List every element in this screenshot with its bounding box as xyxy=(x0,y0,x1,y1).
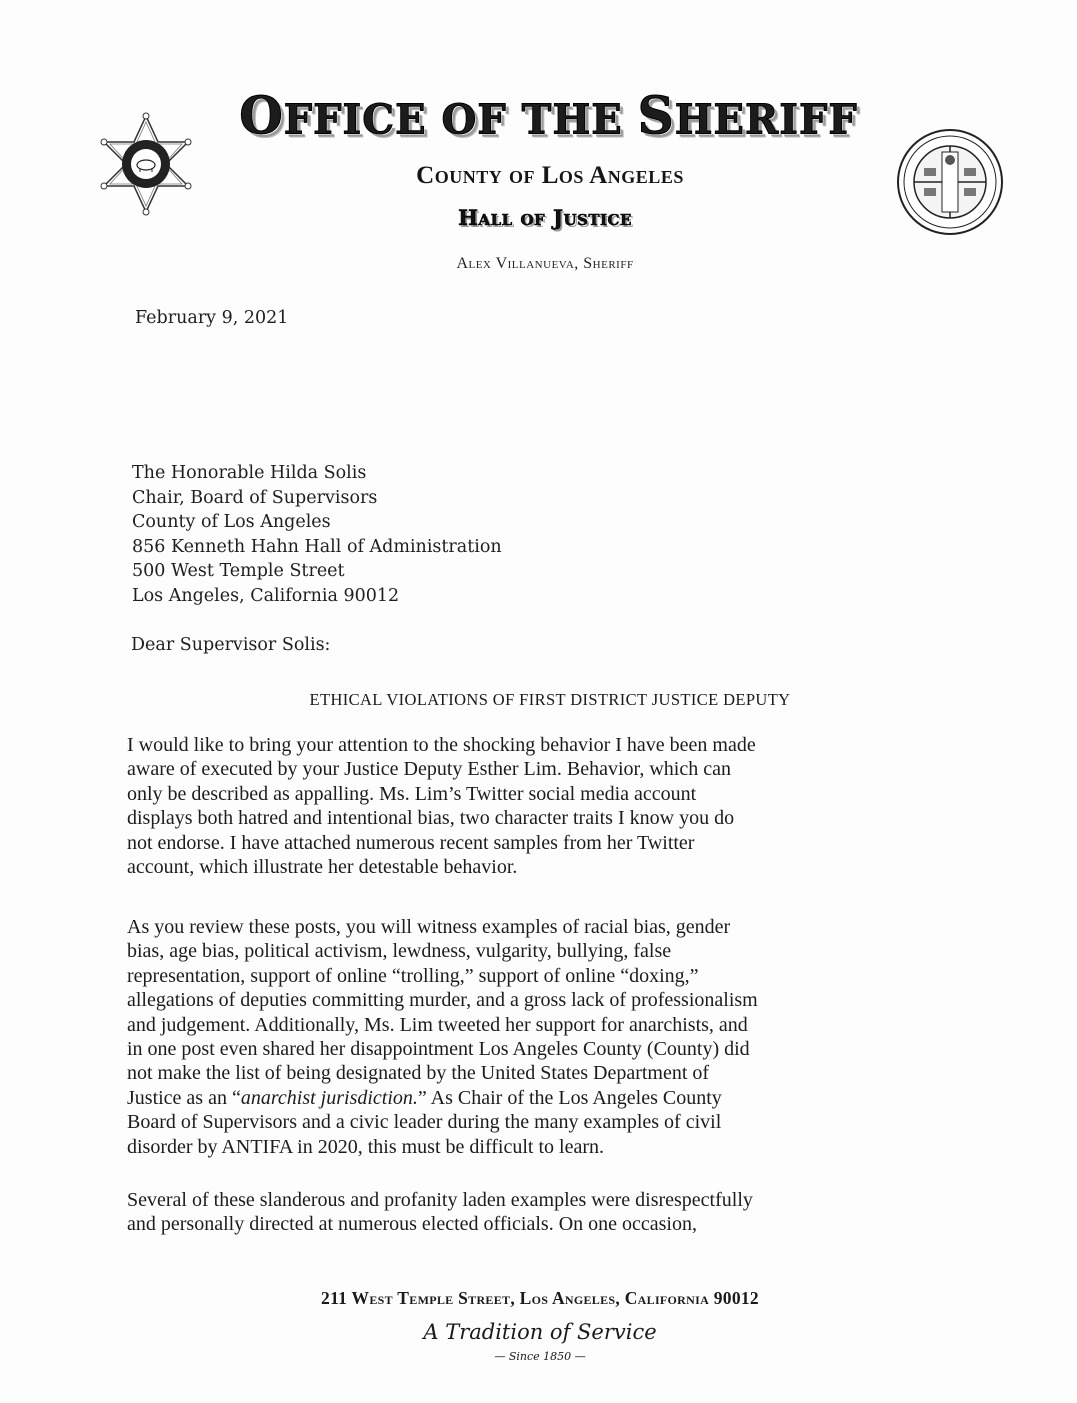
paragraph-3 xyxy=(127,1188,957,1237)
footer-address: 211 West Temple Street, Los Angeles, California 90012 xyxy=(321,1288,759,1308)
text-line: in one post even shared her disappointment Los Angeles County (County) did xyxy=(127,1038,750,1061)
address-line: The Honorable Hilda Solis xyxy=(132,463,367,483)
letter-date: February 9, 2021 xyxy=(135,308,289,328)
text-line: Several of these slanderous and profanity laden examples were disrespectfully xyxy=(127,1189,753,1211)
italic-quote: anarchist jurisdiction. xyxy=(240,1086,418,1109)
footer-motto: A Tradition of Service xyxy=(423,1320,657,1344)
text-line: not endorse. I have attached numerous recent samples from her Twitter xyxy=(127,831,695,854)
sheriff-star-badge-icon xyxy=(94,112,198,216)
address-line: Los Angeles, California 90012 xyxy=(132,585,400,606)
text-line: account, which illustrate her detestable behavior. xyxy=(127,856,518,879)
county-seal-icon xyxy=(896,128,1004,236)
paragraph-1 xyxy=(127,733,957,879)
text-line: As you review these posts, you will witness examples of racial bias, gender xyxy=(127,916,731,938)
recipient-address xyxy=(132,461,502,608)
text-line: not make the list of being designated by the United States Department of xyxy=(127,1062,710,1085)
text-line: allegations of deputies committing murder, and a gross lack of professionalism xyxy=(127,989,758,1012)
address-line: 500 West Temple Street xyxy=(132,561,345,581)
letterhead-hall: Hall of Justice xyxy=(458,205,632,230)
text-line: bias, age bias, political activism, lewdness, vulgarity, bullying, false xyxy=(127,940,672,963)
subject-heading: ETHICAL VIOLATIONS OF FIRST DISTRICT JUSTICE DEPUTY xyxy=(309,690,791,709)
letterhead-title: OFFICE OF THE SHERIFF xyxy=(239,85,858,146)
address-line: County of Los Angeles xyxy=(132,512,331,532)
address-line: 856 Kenneth Hahn Hall of Administration xyxy=(132,536,502,557)
text-line: disorder by ANTIFA in 2020, this must be difficult to learn. xyxy=(127,1135,604,1158)
text-line: Justice as an “anarchist jurisdiction.” As Chair of the Los Angeles County xyxy=(127,1086,722,1109)
text-line: I would like to bring your attention to the shocking behavior I have been made xyxy=(127,734,756,756)
paragraph-2 xyxy=(127,915,957,1159)
address-line: Chair, Board of Supervisors xyxy=(132,487,378,508)
letterhead-sheriff-name: Alex Villanueva, Sheriff xyxy=(456,255,634,272)
text-line: aware of executed by your Justice Deputy Esther Lim. Behavior, which can xyxy=(127,758,731,781)
text-line: and personally directed at numerous elected officials. On one occasion, xyxy=(127,1213,697,1236)
text-line: Board of Supervisors and a civic leader during the many examples of civil xyxy=(127,1111,722,1134)
letterhead-county: County of Los Angeles xyxy=(416,162,684,189)
salutation: Dear Supervisor Solis: xyxy=(131,635,331,655)
text-line: displays both hatred and intentional bias, two character traits I know you do xyxy=(127,807,735,830)
text-line: representation, support of online “trolling,” support of online “doxing,” xyxy=(127,964,699,987)
footer-since: — Since 1850 — xyxy=(494,1350,586,1363)
text-line: only be described as appalling. Ms. Lim’s Twitter social media account xyxy=(127,782,697,805)
text-line: and judgement. Additionally, Ms. Lim tweeted her support for anarchists, and xyxy=(127,1013,748,1036)
